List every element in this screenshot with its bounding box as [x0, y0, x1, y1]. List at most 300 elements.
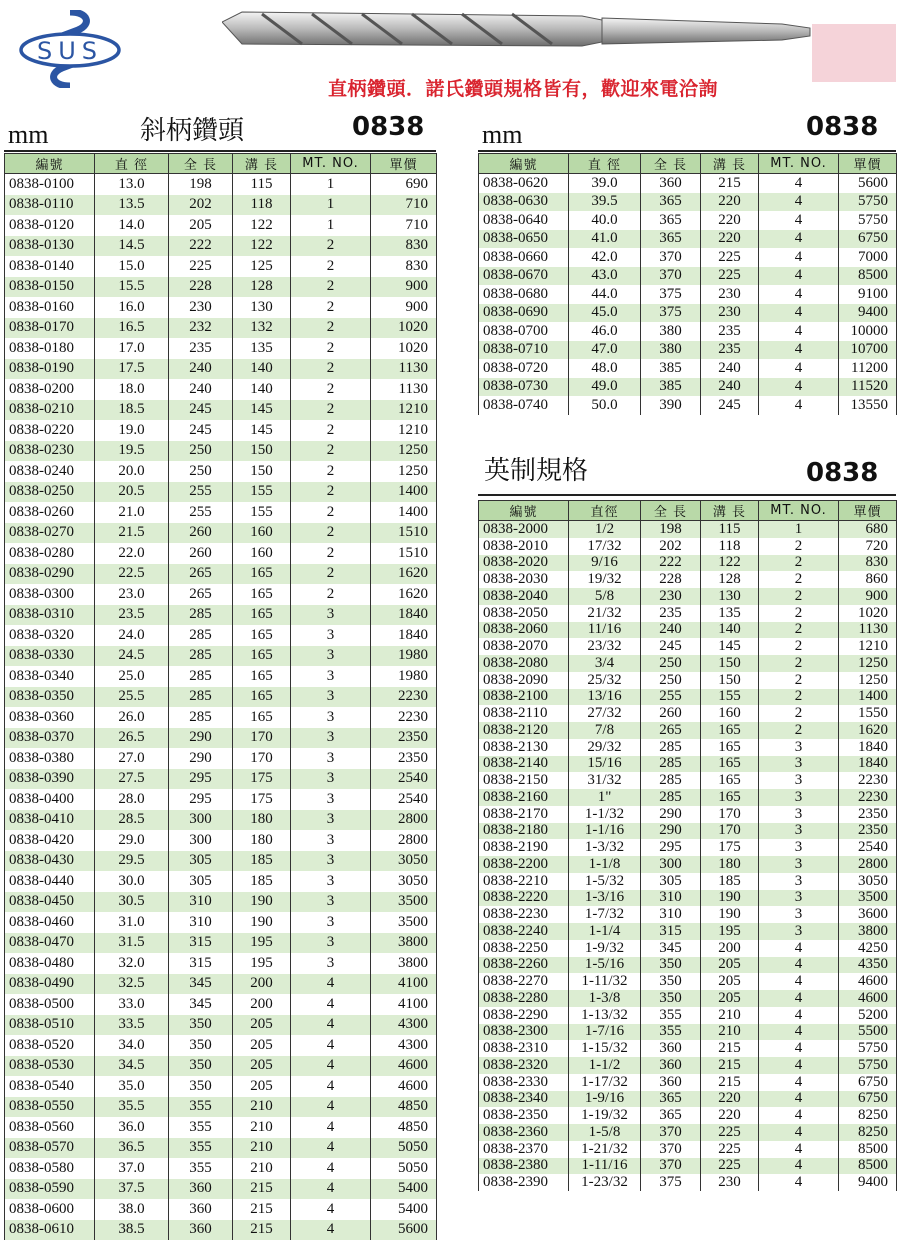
cell-mt-no: 3 — [759, 806, 839, 823]
cell-total-length: 230 — [169, 297, 233, 318]
table-row — [479, 605, 897, 622]
cell-diameter: 1-5/8 — [569, 1124, 641, 1141]
cell-flute-length: 195 — [233, 953, 291, 974]
cell-code: 0838-0150 — [5, 277, 95, 298]
cell-flute-length: 150 — [233, 461, 291, 482]
cell-diameter: 31.5 — [95, 933, 169, 954]
table-row — [479, 772, 897, 789]
table-row — [479, 588, 897, 605]
cell-diameter: 33.5 — [95, 1015, 169, 1036]
cell-flute-length: 220 — [701, 230, 759, 249]
cell-total-length: 285 — [641, 772, 701, 789]
cell-code: 0838-0200 — [5, 379, 95, 400]
cell-price: 13550 — [839, 396, 897, 415]
cell-total-length: 300 — [169, 810, 233, 831]
cell-mt-no: 2 — [759, 555, 839, 572]
cell-diameter: 1-15/32 — [569, 1040, 641, 1057]
cell-mt-no: 4 — [291, 1179, 371, 1200]
cell-mt-no: 2 — [759, 722, 839, 739]
cell-mt-no: 3 — [291, 830, 371, 851]
cell-diameter: 16.0 — [95, 297, 169, 318]
cell-flute-length: 225 — [701, 1124, 759, 1141]
cell-diameter: 5/8 — [569, 588, 641, 605]
table-row — [5, 1220, 437, 1241]
table-row — [479, 304, 897, 323]
cell-mt-no: 1 — [291, 195, 371, 216]
cell-mt-no: 4 — [291, 1076, 371, 1097]
cell-mt-no: 3 — [291, 769, 371, 790]
cell-code: 0838-0130 — [5, 236, 95, 257]
cell-total-length: 290 — [641, 823, 701, 840]
cell-flute-length: 165 — [233, 707, 291, 728]
cell-code: 0838-0430 — [5, 851, 95, 872]
cell-diameter: 21.5 — [95, 523, 169, 544]
table-row — [479, 1007, 897, 1024]
cell-total-length: 222 — [169, 236, 233, 257]
cell-diameter: 28.0 — [95, 789, 169, 810]
cell-flute-length: 225 — [701, 267, 759, 286]
cell-mt-no: 4 — [291, 974, 371, 995]
cell-mt-no: 4 — [759, 1057, 839, 1074]
cell-mt-no: 3 — [291, 605, 371, 626]
cell-price: 4600 — [371, 1056, 437, 1077]
cell-code: 0838-0260 — [5, 502, 95, 523]
cell-flute-length: 215 — [233, 1199, 291, 1220]
cell-price: 1980 — [371, 666, 437, 687]
cell-mt-no: 3 — [291, 912, 371, 933]
cell-flute-length: 118 — [233, 195, 291, 216]
cell-mt-no: 4 — [291, 1117, 371, 1138]
cell-total-length: 222 — [641, 555, 701, 572]
cell-mt-no: 3 — [291, 687, 371, 708]
right-inch-table-body — [479, 521, 897, 1192]
cell-mt-no: 3 — [759, 906, 839, 923]
cell-code: 0838-0300 — [5, 584, 95, 605]
cell-diameter: 17/32 — [569, 538, 641, 555]
cell-diameter: 21.0 — [95, 502, 169, 523]
cell-price: 1130 — [839, 622, 897, 639]
cell-price: 900 — [839, 588, 897, 605]
cell-total-length: 285 — [641, 739, 701, 756]
cell-diameter: 25.0 — [95, 666, 169, 687]
cell-diameter: 1-7/32 — [569, 906, 641, 923]
cell-price: 900 — [371, 297, 437, 318]
table-row — [5, 195, 437, 216]
cell-diameter: 27.0 — [95, 748, 169, 769]
cell-price: 5400 — [371, 1179, 437, 1200]
cell-diameter: 1-1/32 — [569, 806, 641, 823]
cell-mt-no: 2 — [759, 672, 839, 689]
cell-price: 4600 — [839, 990, 897, 1007]
table-row — [479, 957, 897, 974]
cell-total-length: 370 — [641, 1141, 701, 1158]
cell-mt-no: 4 — [759, 1107, 839, 1124]
cell-diameter: 18.5 — [95, 400, 169, 421]
cell-total-length: 255 — [169, 482, 233, 503]
cell-flute-length: 125 — [233, 256, 291, 277]
table-row — [479, 638, 897, 655]
cell-price: 1510 — [371, 523, 437, 544]
cell-mt-no: 4 — [759, 940, 839, 957]
cell-price: 5750 — [839, 193, 897, 212]
cell-code: 0838-2160 — [479, 789, 569, 806]
left-product-code: 0838 — [352, 112, 425, 142]
cell-code: 0838-0190 — [5, 359, 95, 380]
cell-code: 0838-2310 — [479, 1040, 569, 1057]
cell-flute-length: 135 — [233, 338, 291, 359]
table-row — [5, 502, 437, 523]
cell-price: 3800 — [839, 923, 897, 940]
cell-price: 4300 — [371, 1015, 437, 1036]
cell-diameter: 11/16 — [569, 622, 641, 639]
table-row — [5, 953, 437, 974]
cell-total-length: 228 — [641, 571, 701, 588]
cell-mt-no: 4 — [759, 174, 839, 193]
header-mt-no: MT. NO. — [291, 154, 371, 174]
cell-diameter: 29.5 — [95, 851, 169, 872]
cell-price: 1210 — [371, 420, 437, 441]
cell-flute-length: 128 — [701, 571, 759, 588]
cell-flute-length: 245 — [701, 396, 759, 415]
cell-diameter: 1-1/16 — [569, 823, 641, 840]
cell-mt-no: 4 — [759, 359, 839, 378]
table-row — [5, 277, 437, 298]
cell-mt-no: 3 — [759, 839, 839, 856]
cell-diameter: 23/32 — [569, 638, 641, 655]
cell-total-length: 240 — [641, 622, 701, 639]
cell-diameter: 1-17/32 — [569, 1074, 641, 1091]
cell-mt-no: 2 — [291, 584, 371, 605]
cell-price: 8500 — [839, 267, 897, 286]
right-product-code: 0838 — [806, 112, 879, 142]
header-diameter: 直 徑 — [95, 154, 169, 174]
table-row — [5, 728, 437, 749]
header-total-length: 全 長 — [641, 501, 701, 521]
cell-diameter: 19/32 — [569, 571, 641, 588]
cell-mt-no: 4 — [291, 1199, 371, 1220]
cell-diameter: 37.5 — [95, 1179, 169, 1200]
cell-mt-no: 3 — [291, 666, 371, 687]
cell-mt-no: 2 — [291, 297, 371, 318]
cell-price: 1020 — [371, 318, 437, 339]
cell-mt-no: 2 — [759, 588, 839, 605]
cell-flute-length: 128 — [233, 277, 291, 298]
cell-diameter: 1-5/16 — [569, 957, 641, 974]
cell-code: 0838-2220 — [479, 890, 569, 907]
cell-total-length: 285 — [169, 625, 233, 646]
cell-price: 3050 — [371, 851, 437, 872]
cell-flute-length: 215 — [701, 174, 759, 193]
table-row — [479, 230, 897, 249]
cell-price: 3050 — [371, 871, 437, 892]
table-row — [479, 341, 897, 360]
cell-price: 1210 — [371, 400, 437, 421]
table-row — [5, 379, 437, 400]
table-row — [5, 851, 437, 872]
cell-diameter: 1-9/16 — [569, 1091, 641, 1108]
cell-mt-no: 3 — [759, 739, 839, 756]
cell-code: 0838-0490 — [5, 974, 95, 995]
cell-total-length: 295 — [169, 789, 233, 810]
cell-mt-no: 2 — [291, 400, 371, 421]
cell-code: 0838-0570 — [5, 1138, 95, 1159]
table-row — [479, 1141, 897, 1158]
table-row — [479, 267, 897, 286]
cell-flute-length: 150 — [701, 655, 759, 672]
cell-price: 1620 — [371, 584, 437, 605]
cell-flute-length: 150 — [701, 672, 759, 689]
header-price: 單價 — [839, 154, 897, 174]
table-row — [5, 338, 437, 359]
cell-code: 0838-2140 — [479, 756, 569, 773]
cell-total-length: 260 — [641, 705, 701, 722]
cell-diameter: 44.0 — [569, 285, 641, 304]
cell-total-length: 260 — [169, 543, 233, 564]
cell-flute-length: 175 — [701, 839, 759, 856]
cell-flute-length: 230 — [701, 1174, 759, 1191]
cell-diameter: 35.5 — [95, 1097, 169, 1118]
cell-code: 0838-0740 — [479, 396, 569, 415]
cell-flute-length: 145 — [233, 400, 291, 421]
cell-total-length: 360 — [169, 1179, 233, 1200]
cell-flute-length: 215 — [701, 1057, 759, 1074]
cell-mt-no: 3 — [291, 625, 371, 646]
cell-flute-length: 165 — [233, 564, 291, 585]
cell-diameter: 28.5 — [95, 810, 169, 831]
cell-diameter: 30.5 — [95, 892, 169, 913]
cell-total-length: 300 — [641, 856, 701, 873]
cell-code: 0838-0350 — [5, 687, 95, 708]
cell-diameter: 1-7/16 — [569, 1024, 641, 1041]
cell-diameter: 46.0 — [569, 322, 641, 341]
cell-flute-length: 130 — [701, 588, 759, 605]
table-row — [5, 1138, 437, 1159]
cell-diameter: 29.0 — [95, 830, 169, 851]
table-row — [5, 1035, 437, 1056]
cell-price: 2540 — [371, 769, 437, 790]
cell-total-length: 360 — [641, 1074, 701, 1091]
cell-mt-no: 4 — [759, 990, 839, 1007]
cell-code: 0838-0540 — [5, 1076, 95, 1097]
cell-mt-no: 3 — [759, 873, 839, 890]
cell-price: 4850 — [371, 1097, 437, 1118]
table-header-row — [5, 154, 437, 174]
table-row — [5, 1097, 437, 1118]
cell-flute-length: 185 — [233, 851, 291, 872]
cell-diameter: 30.0 — [95, 871, 169, 892]
cell-price: 900 — [371, 277, 437, 298]
cell-price: 5750 — [839, 211, 897, 230]
cell-diameter: 1-13/32 — [569, 1007, 641, 1024]
cell-diameter: 20.0 — [95, 461, 169, 482]
table-row — [5, 523, 437, 544]
header-code: 編號 — [479, 501, 569, 521]
cell-diameter: 26.5 — [95, 728, 169, 749]
cell-diameter: 1-23/32 — [569, 1174, 641, 1191]
tagline: 直柄鑽頭．諾氏鑽頭規格皆有，歡迎來電洽詢 — [328, 78, 719, 100]
cell-diameter: 31.0 — [95, 912, 169, 933]
cell-flute-length: 155 — [233, 482, 291, 503]
table-row — [5, 912, 437, 933]
cell-code: 0838-0310 — [5, 605, 95, 626]
header-total-length: 全 長 — [641, 154, 701, 174]
table-row — [5, 605, 437, 626]
cell-price: 6750 — [839, 230, 897, 249]
table-row — [479, 1107, 897, 1124]
table-row — [479, 1174, 897, 1191]
cell-code: 0838-2250 — [479, 940, 569, 957]
cell-mt-no: 2 — [759, 571, 839, 588]
cell-flute-length: 205 — [233, 1035, 291, 1056]
cell-diameter: 37.0 — [95, 1158, 169, 1179]
cell-price: 5200 — [839, 1007, 897, 1024]
cell-mt-no: 2 — [291, 256, 371, 277]
cell-flute-length: 180 — [233, 830, 291, 851]
cell-mt-no: 3 — [291, 810, 371, 831]
cell-diameter: 38.5 — [95, 1220, 169, 1241]
table-row — [479, 211, 897, 230]
cell-total-length: 225 — [169, 256, 233, 277]
cell-diameter: 1-3/32 — [569, 839, 641, 856]
cell-price: 4250 — [839, 940, 897, 957]
cell-flute-length: 170 — [701, 806, 759, 823]
cell-mt-no: 3 — [759, 789, 839, 806]
cell-mt-no: 2 — [291, 420, 371, 441]
table-row — [479, 174, 897, 193]
cell-total-length: 365 — [641, 193, 701, 212]
cell-price: 1620 — [839, 722, 897, 739]
cell-price: 11200 — [839, 359, 897, 378]
cell-flute-length: 165 — [233, 605, 291, 626]
cell-code: 0838-0250 — [5, 482, 95, 503]
cell-diameter: 20.5 — [95, 482, 169, 503]
cell-price: 7000 — [839, 248, 897, 267]
cell-mt-no: 4 — [759, 1007, 839, 1024]
cell-diameter: 9/16 — [569, 555, 641, 572]
cell-flute-length: 150 — [233, 441, 291, 462]
table-row — [5, 666, 437, 687]
cell-diameter: 1-3/8 — [569, 990, 641, 1007]
cell-mt-no: 4 — [291, 1035, 371, 1056]
left-table-body — [5, 174, 437, 1241]
cell-total-length: 232 — [169, 318, 233, 339]
table-row — [5, 461, 437, 482]
header-flute-length: 溝 長 — [701, 154, 759, 174]
cell-total-length: 350 — [169, 1056, 233, 1077]
cell-total-length: 285 — [169, 666, 233, 687]
table-row — [479, 689, 897, 706]
cell-total-length: 350 — [641, 973, 701, 990]
cell-total-length: 360 — [169, 1220, 233, 1241]
cell-price: 710 — [371, 195, 437, 216]
cell-code: 0838-0280 — [5, 543, 95, 564]
cell-price: 1020 — [839, 605, 897, 622]
cell-code: 0838-0560 — [5, 1117, 95, 1138]
cell-code: 0838-0170 — [5, 318, 95, 339]
cell-flute-length: 235 — [701, 322, 759, 341]
cell-flute-length: 180 — [233, 810, 291, 831]
cell-code: 0838-0110 — [5, 195, 95, 216]
cell-total-length: 360 — [641, 174, 701, 193]
cell-flute-length: 195 — [233, 933, 291, 954]
cell-diameter: 29/32 — [569, 739, 641, 756]
cell-total-length: 375 — [641, 304, 701, 323]
cell-flute-length: 155 — [701, 689, 759, 706]
table-row — [5, 892, 437, 913]
cell-code: 0838-2080 — [479, 655, 569, 672]
cell-mt-no: 3 — [759, 772, 839, 789]
cell-price: 1130 — [371, 379, 437, 400]
cell-flute-length: 165 — [701, 772, 759, 789]
cell-total-length: 265 — [641, 722, 701, 739]
cell-code: 0838-2260 — [479, 957, 569, 974]
cell-flute-length: 205 — [701, 957, 759, 974]
cell-price: 1400 — [371, 482, 437, 503]
table-row — [479, 1158, 897, 1175]
cell-diameter: 21/32 — [569, 605, 641, 622]
cell-flute-length: 160 — [233, 523, 291, 544]
cell-diameter: 27.5 — [95, 769, 169, 790]
cell-mt-no: 4 — [759, 1040, 839, 1057]
cell-diameter: 23.5 — [95, 605, 169, 626]
cell-mt-no: 2 — [759, 689, 839, 706]
table-row — [5, 994, 437, 1015]
cell-code: 0838-0650 — [479, 230, 569, 249]
table-row — [5, 564, 437, 585]
table-row — [5, 359, 437, 380]
cell-mt-no: 4 — [291, 1056, 371, 1077]
cell-flute-length: 140 — [701, 622, 759, 639]
cell-price: 5750 — [839, 1040, 897, 1057]
drill-illustration — [222, 2, 822, 64]
cell-price: 3500 — [839, 890, 897, 907]
table-row — [5, 830, 437, 851]
cell-flute-length: 225 — [701, 1141, 759, 1158]
cell-mt-no: 4 — [291, 1097, 371, 1118]
cell-total-length: 255 — [641, 689, 701, 706]
cell-mt-no: 4 — [759, 285, 839, 304]
cell-mt-no: 3 — [291, 871, 371, 892]
cell-price: 2800 — [839, 856, 897, 873]
cell-price: 830 — [371, 236, 437, 257]
cell-flute-length: 220 — [701, 1107, 759, 1124]
table-row — [5, 256, 437, 277]
cell-diameter: 22.0 — [95, 543, 169, 564]
cell-total-length: 240 — [169, 379, 233, 400]
cell-mt-no: 2 — [759, 655, 839, 672]
cell-diameter: 36.5 — [95, 1138, 169, 1159]
cell-total-length: 355 — [169, 1117, 233, 1138]
cell-total-length: 385 — [641, 359, 701, 378]
table-row — [5, 297, 437, 318]
cell-flute-length: 225 — [701, 1158, 759, 1175]
cell-price: 2540 — [371, 789, 437, 810]
cell-flute-length: 205 — [701, 973, 759, 990]
table-row — [5, 584, 437, 605]
cell-flute-length: 160 — [233, 543, 291, 564]
cell-mt-no: 4 — [759, 211, 839, 230]
cell-total-length: 285 — [169, 605, 233, 626]
cell-mt-no: 3 — [291, 789, 371, 810]
cell-diameter: 1-5/32 — [569, 873, 641, 890]
table-row — [5, 400, 437, 421]
cell-price: 4100 — [371, 974, 437, 995]
cell-flute-length: 165 — [701, 722, 759, 739]
table-row — [479, 705, 897, 722]
cell-code: 0838-0100 — [5, 174, 95, 195]
cell-price: 10000 — [839, 322, 897, 341]
decorative-banner — [812, 24, 896, 82]
